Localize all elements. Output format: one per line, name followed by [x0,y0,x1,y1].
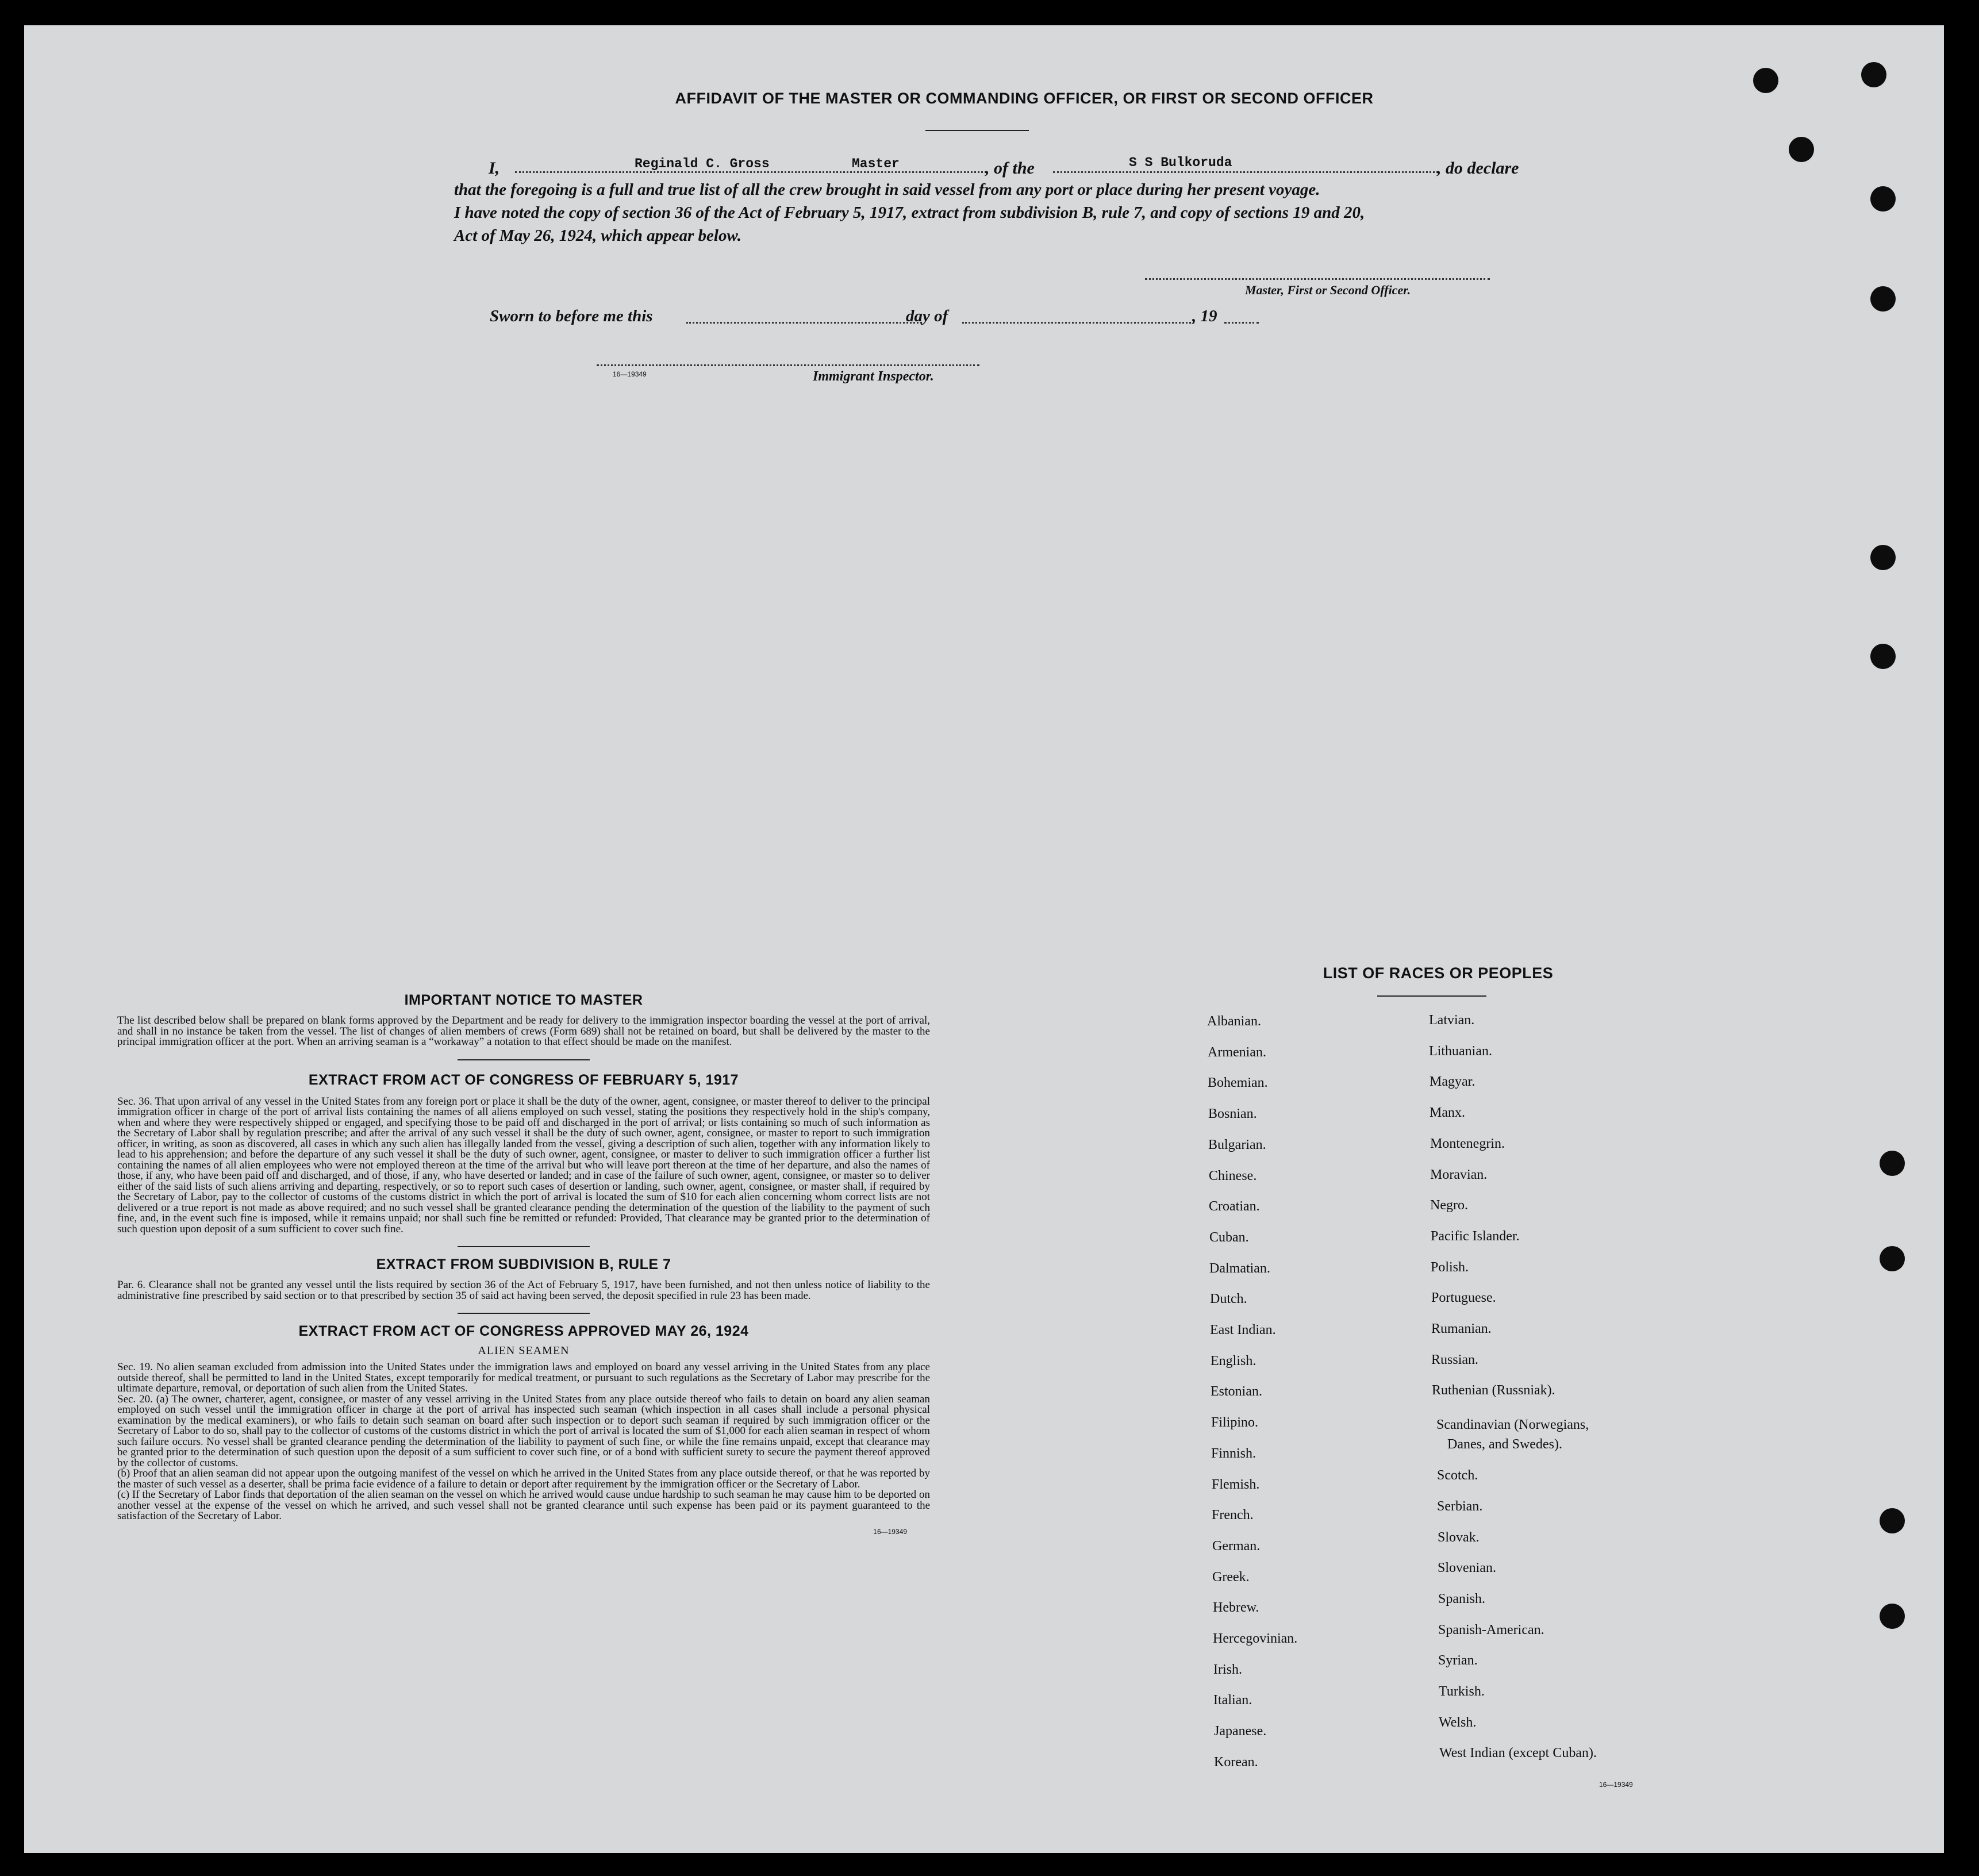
divider [458,1059,590,1060]
master-name-value: Reginald C. Gross [635,156,770,171]
name-field-line [515,171,986,173]
affidavit-title: AFFIDAVIT OF THE MASTER OR COMMANDING OFFICER, OR FIRST OR SECOND OFFICER [675,90,1374,107]
race-item: Montenegrin. [1430,1136,1505,1151]
affidavit-do-declare: , do declare [1437,159,1519,178]
affidavit-line-3: I have noted the copy of section 36 of the Act of February 5, 1917, extract from subdivision B, rule 7, and copy of sections 19 and 20, [454,203,1365,222]
race-item: Turkish. [1439,1684,1485,1699]
race-item: Polish. [1431,1259,1469,1275]
race-item: Manx. [1430,1105,1465,1121]
race-item: Greek. [1212,1569,1250,1585]
punch-hole [1861,62,1886,87]
race-item: Albanian. [1207,1014,1261,1029]
race-item: Hercegovinian. [1213,1631,1298,1646]
rule-7-title: EXTRACT FROM SUBDIVISION B, RULE 7 [376,1256,671,1273]
sworn-label: Sworn to before me this [490,307,653,325]
race-item: Estonian. [1211,1384,1262,1400]
punch-hole [1880,1246,1905,1271]
sec-20b-text: (b) Proof that an alien seaman did not appear upon the outgoing manifest of the vessel on which he arrived in the United States from any place outside thereof, or that he was reported by the master of such vessel as a deserter, shall be prima facie evidence of a failure to detain or deport after requirement by the immigration officer or the Secretary of Labor. [117,1467,930,1490]
extract-1917-title: EXTRACT FROM ACT OF CONGRESS OF FEBRUARY 5, 1917 [308,1071,739,1088]
race-item: Dutch. [1210,1291,1247,1307]
race-item: Russian. [1431,1352,1479,1367]
race-item: Syrian. [1438,1653,1478,1669]
race-item: Irish. [1213,1662,1242,1677]
notice-title: IMPORTANT NOTICE TO MASTER [404,992,643,1008]
punch-hole [1753,68,1778,93]
day-of-label: day of [906,307,948,325]
sworn-year-line [1224,322,1259,324]
race-item: Slovak. [1438,1529,1480,1545]
officer-signature-line [1145,278,1490,280]
affidavit-of-the: , of the [985,159,1035,178]
race-item: German. [1212,1538,1261,1554]
sec-20c-text: (c) If the Secretary of Labor finds that deportation of the alien seaman on the vessel on which he arrived would cause undue hardship to such seaman he may cause him to be deported on another vessel at the expense of the vessel on which he arrived, and such vessel shall not be granted clearance until such expense has been paid or its payment guaranteed to the satisfaction of the Secretary of Labor. [117,1489,930,1522]
divider [925,130,1029,131]
race-item: Rumanian. [1431,1321,1492,1336]
race-item: Pacific Islander. [1431,1228,1520,1244]
inspector-caption: Immigrant Inspector. [813,369,934,384]
punch-hole [1880,1508,1905,1533]
race-item: Spanish-American. [1438,1622,1544,1637]
race-item: Flemish. [1212,1477,1260,1492]
race-item: Magyar. [1430,1074,1475,1090]
race-item: Moravian. [1430,1167,1488,1182]
alien-seamen-subtitle: ALIEN SEAMEN [478,1344,570,1357]
race-item: Filipino. [1211,1415,1259,1431]
vessel-name-value: S S Bulkoruda [1129,155,1232,170]
race-item: Japanese. [1214,1724,1267,1739]
race-item: Chinese. [1209,1168,1257,1183]
inspector-signature-line [597,364,979,366]
race-item: Croatian. [1209,1199,1260,1214]
race-item: Bohemian. [1208,1075,1268,1091]
race-item: Slovenian. [1438,1560,1496,1576]
punch-hole [1880,1151,1905,1176]
race-item: Finnish. [1211,1446,1256,1461]
divider [458,1246,590,1247]
race-item: Lithuanian. [1429,1043,1492,1059]
sec-20a-text: Sec. 20. (a) The owner, charterer, agent, consignee, or master of any vessel arriving in the United States from any place outside thereof who fails to detain on board any alien seaman employed on such vessel until the immigration officer in charge at the port of arrival has inspected such seaman (which inspection in all cases shall include a personal physical examination by the medical examiners), or who fails to detain such seaman on board after such inspection or to deport such seaman if required by such immigration officer or the Secretary of Labor to do so, shall pay to the collector of customs of the customs district in which the port of arrival is located the sum of $1,000 for each alien seaman in respect of whom such failure occurs. No vessel shall be granted clearance pending the determination of the liability to payment of such fine, or while the fine remains unpaid, except that clearance may be granted prior to the determination of such question upon the deposit of a sum sufficient to cover such fine, or of a bond with sufficient surety to secure the payment thereof approved by the collector of customs. [117,1393,930,1469]
race-item: Portuguese. [1431,1290,1496,1306]
master-rank-value: Master [852,156,900,171]
punch-hole [1789,137,1814,162]
divider [458,1313,590,1314]
notice-text: The list described below shall be prepared on blank forms approved by the Department and be ready for delivery to the immigration inspector boarding the vessel at the port of arrival, and shall in no instance be taken from the vessel. The list of changes of alien members of crews (Form 689) shall not be retained on board, but shall be delivered by the master to the principal immigration officer at the port. When an arriving seaman is a “workaway” a notation to that effect should be made on the manifest. [117,1014,930,1048]
race-item: Cuban. [1209,1229,1249,1245]
officer-caption: Master, First or Second Officer. [1245,283,1411,297]
race-item: Scotch. [1437,1468,1478,1483]
race-item: East Indian. [1210,1323,1276,1337]
punch-hole [1870,644,1896,669]
affidavit-line-4: Act of May 26, 1924, which appear below. [454,226,741,245]
vessel-field-line [1053,171,1438,173]
punch-hole [1870,545,1896,570]
form-number: 16—19349 [873,1527,907,1536]
race-item: Scandinavian (Norwegians, [1436,1417,1589,1433]
race-item: Bulgarian. [1208,1137,1266,1152]
race-item: Ruthenian (Russniak). [1432,1383,1555,1398]
race-item: Armenian. [1208,1044,1266,1060]
race-item: Italian. [1213,1693,1252,1708]
form-sheet [24,25,1944,1853]
race-item: Dalmatian. [1209,1260,1270,1276]
rule-7-text: Par. 6. Clearance shall not be granted any vessel until the lists required by section 36 of the Act of February 5, 1917, have been furnished, and not then unless notice of liability to the administrative fine prescribed by said section or to that prescribed by section 35 of said act having been served, the deposit specified in rule 23 has been made. [117,1279,930,1302]
race-item: Korean. [1214,1754,1258,1770]
year-label: , 19 [1192,307,1217,325]
race-item: Negro. [1430,1198,1468,1213]
sec-19-text: Sec. 19. No alien seaman excluded from admission into the United States under the immigration laws and employed on board any vessel arriving in the United States from any place outside thereof, shall be permitted to land in the United States, except temporarily for medical treatment, or pursuant to such regulations as the Secretary of Labor may prescribe for the ultimate departure, removal, or deportation of such alien from the United States. [117,1361,930,1394]
race-item: West Indian (except Cuban). [1439,1746,1597,1761]
sworn-month-line [962,322,1194,324]
sworn-day-line [686,322,922,324]
race-item: English. [1211,1353,1256,1368]
races-title: LIST OF RACES OR PEOPLES [1323,964,1554,982]
race-item: Danes, and Swedes). [1447,1437,1562,1452]
race-item: Spanish. [1438,1591,1486,1606]
punch-hole [1870,286,1896,312]
form-number: 16—19349 [613,370,647,378]
extract-1924-title: EXTRACT FROM ACT OF CONGRESS APPROVED MAY 26, 1924 [298,1323,749,1339]
punch-hole [1880,1604,1905,1629]
race-item: French. [1212,1508,1254,1523]
race-item: Hebrew. [1213,1600,1259,1616]
notices-column [117,992,930,1536]
affidavit-i-label: I, [489,159,500,178]
divider [1377,995,1486,997]
race-item: Latvian. [1429,1013,1475,1028]
affidavit-line-2: that the foregoing is a full and true list of all the crew brought in said vessel from any port or place during her present voyage. [454,180,1320,199]
form-number: 16—19349 [1599,1781,1633,1789]
extract-1917-text: Sec. 36. That upon arrival of any vessel in the United States from any foreign port or place it shall be the duty of the owner, agent, consignee, or master thereof to deliver to the principal immigration officer in charge of the port of arrival lists containing the names of all aliens employed on such vessel, stating the positions they respectively hold in the ship's company, when and where they were respectively shipped or engaged, and specifying those to be paid off and discharged in the port of arrival; or lists containing so much of such information as the Secretary of Labor shall by regulation prescribe; and after the arrival of any such vessel it shall be the duty of such owner, agent, consignee, or master to report to such immigration officer, in writing, as soon as discovered, all cases in which any such alien has illegally landed from the vessel, giving a description of such alien, together with any information likely to lead to his apprehension; and before the departure of any such vessel it shall be the duty of such owner, agent, consignee, or master to deliver to such immigration officer a further list containing the names of all alien employees who were not employed thereon at the time of the arrival but who will leave port thereon at the time of her departure, and also the names of those, if any, who have been paid off and discharged, and of those, if any, who have deserted or landed; and in case of the failure of such owner, agent, consignee, or master so to deliver either of the said lists of such aliens arriving and departing, respectively, or so to report such cases of desertion or landing, such owner, agent, consignee, or master shall, if required by the Secretary of Labor, pay to the collector of customs of the customs district in which the port of arrival is located the sum of $10 for each alien concerning whom correct lists are not delivered or a true report is not made as above required; and no such vessel shall be granted clearance pending the determination of the question of the liability to the payment of such fine, and, in the event such fine is imposed, while it remains unpaid; nor shall such fine be remitted or refunded: Provided, That clearance may be granted prior to the determination of such question upon deposit of a sum sufficient to cover such fine. [117,1095,930,1235]
race-item: Bosnian. [1208,1106,1257,1122]
race-item: Serbian. [1437,1498,1483,1514]
race-item: Welsh. [1439,1714,1477,1730]
punch-hole [1870,186,1896,212]
